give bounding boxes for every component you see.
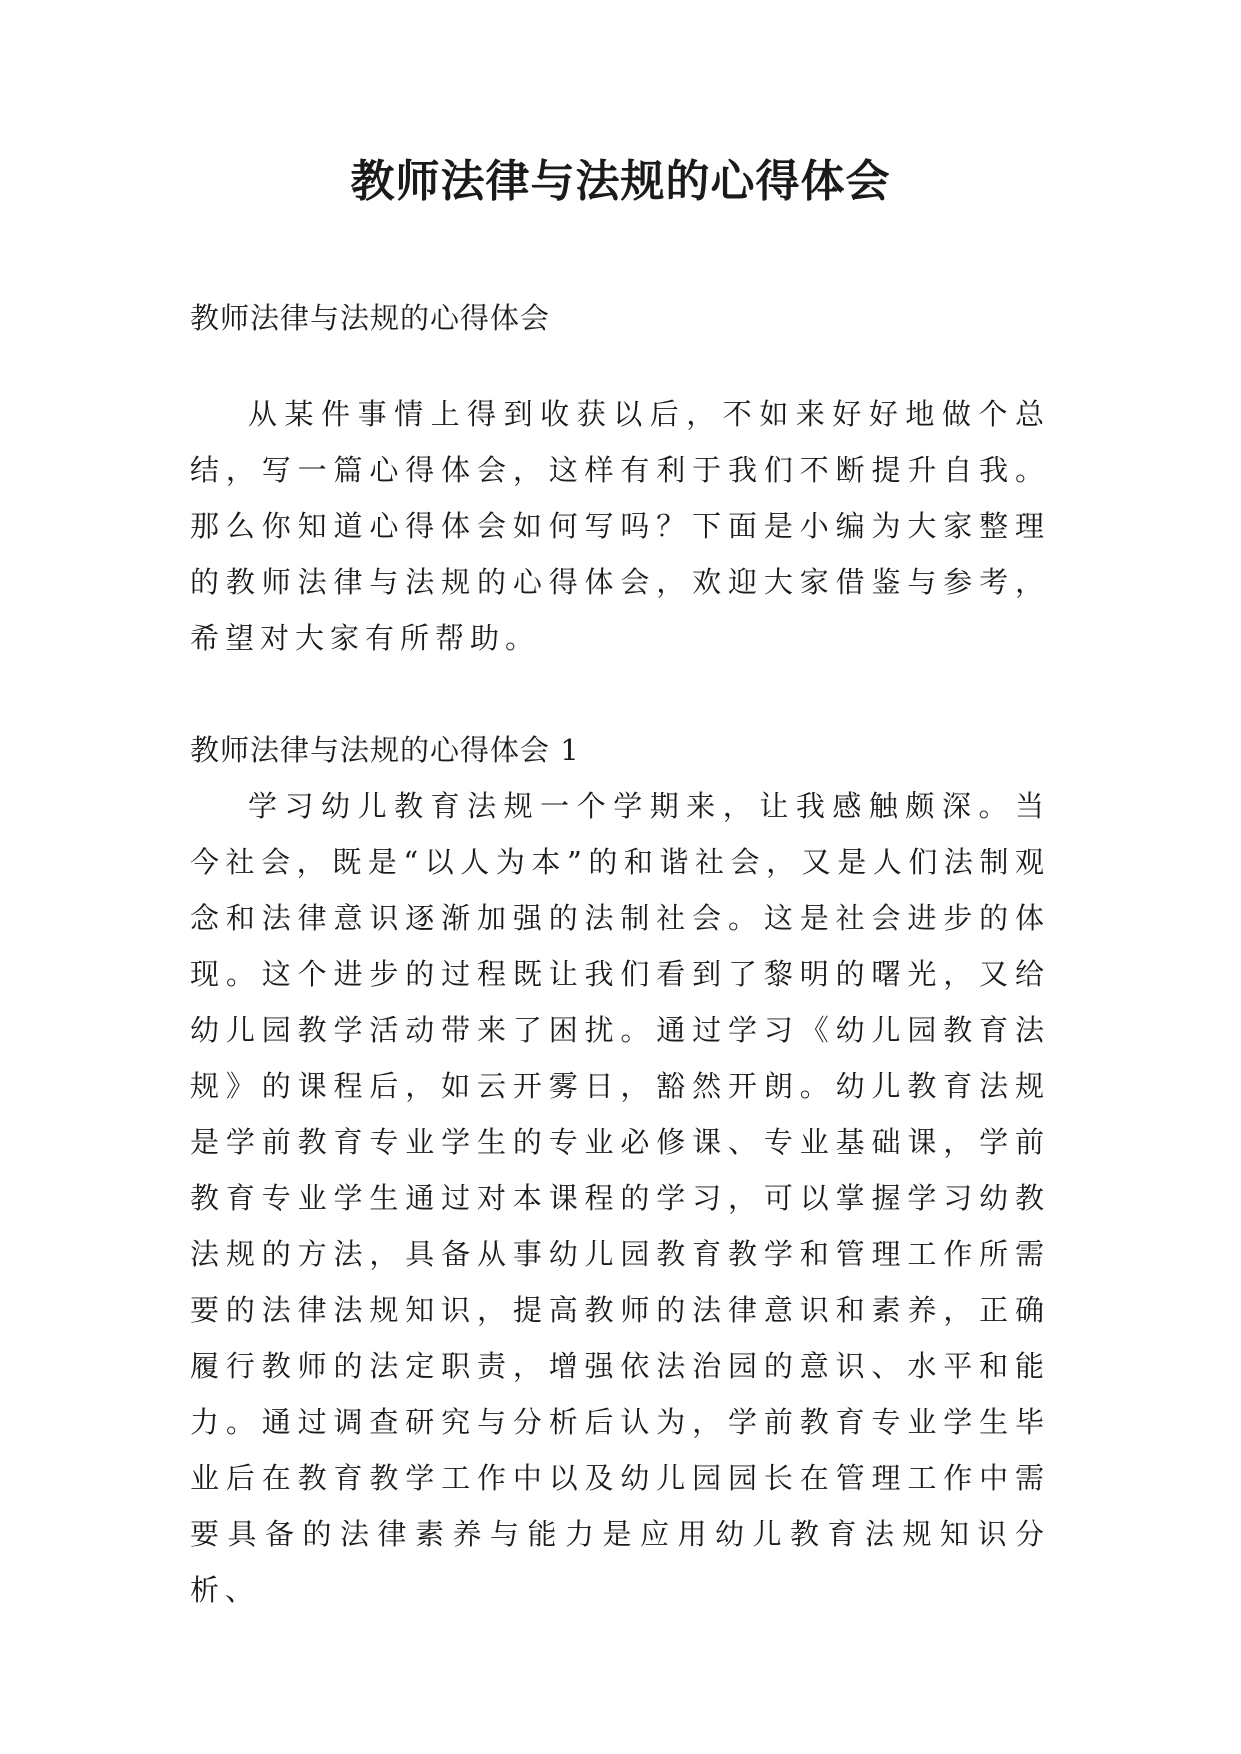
section-heading: 教师法律与法规的心得体会 1 [190, 733, 580, 767]
document-subtitle: 教师法律与法规的心得体会 [190, 301, 551, 335]
section-paragraph: 学习幼儿教育法规一个学期来，让我感触颇深。当今社会，既是“以人为本”的和谐社会，又是人们法制观念和法律意识逐渐加强的法制社会。这是社会进步的体现。这个进步的过程既让我们看到了黎明的曙光，又给幼儿园教学活动带来了困扰。通过学习《幼儿园教育法规》的课程后，如云开雾日，豁然开朗。幼儿教育法规是学前教育专业学生的专业必修课、专业基础课，学前教育专业学生通过对本课程的学习，可以掌握学习幼教法规的方法，具备从事幼儿园教育教学和管理工作所需要的法律法规知识，提高教师的法律意识和素养，正确履行教师的法定职责，增强依法治园的意识、水平和能力。通过调查研究与分析后认为，学前教育专业学生毕业后在教育教学工作中以及幼儿园园长在管理工作中需要具备的法律素养与能力是应用幼儿教育法规知识分析、 [190, 789, 1050, 1607]
document-title: 教师法律与法规的心得体会 [350, 156, 891, 207]
document-body [190, 290, 1050, 1618]
spacer [190, 666, 1050, 722]
intro-paragraph: 从某件事情上得到收获以后，不如来好好地做个总结，写一篇心得体会，这样有利于我们不断提升自我。那么你知道心得体会如何写吗？下面是小编为大家整理的教师法律与法规的心得体会，欢迎大家借鉴与参考，希望对大家有所帮助。 [190, 397, 1050, 655]
spacer [190, 346, 1050, 386]
